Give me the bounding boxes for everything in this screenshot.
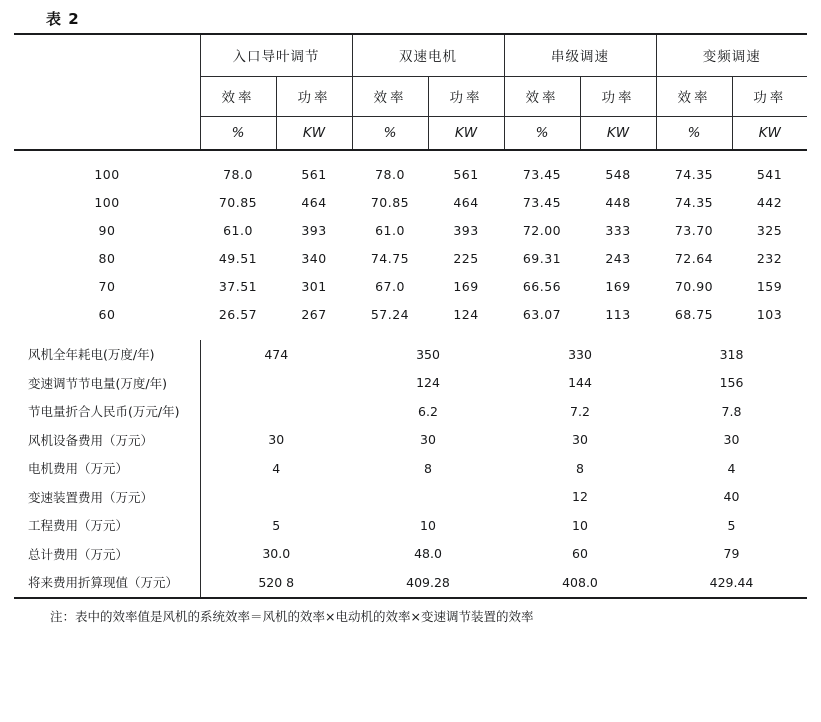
cell-pow-4: 541 [756, 166, 783, 182]
row-label: 100 [94, 194, 120, 210]
cell-eff-2: 61.0 [375, 222, 405, 238]
cell-pow-1: 267 [301, 306, 327, 322]
cell-pow-3: 169 [605, 278, 631, 294]
cost-value-2: 30 [420, 432, 436, 448]
cost-row [14, 426, 807, 455]
cost-value-3: 60 [572, 546, 588, 562]
cell-pow-4: 442 [756, 194, 783, 210]
table-row [14, 244, 807, 272]
cost-row-label: 变速调节节电量(万度/年) [28, 375, 167, 391]
cost-value-2: 124 [416, 375, 440, 391]
cost-value-2: 48.0 [414, 546, 442, 562]
cost-value-4: 7.8 [721, 403, 742, 419]
header-sub-pow-2: 功率 [428, 76, 504, 116]
cost-value-4: 4 [727, 460, 736, 476]
cell-eff-3: 73.45 [522, 166, 562, 182]
header-unit-corner [14, 116, 200, 150]
header-sub-pow-1: 功率 [276, 76, 352, 116]
cost-value-2: 6.2 [418, 403, 438, 419]
cell-eff-3: 72.00 [522, 222, 562, 238]
cell-eff-2: 67.0 [375, 278, 405, 294]
header-unit-pct-1: % [200, 116, 276, 150]
cost-row-label: 将来费用折算现值（万元） [14, 568, 200, 598]
cost-row-label: 风机设备费用（万元） [28, 432, 154, 448]
cost-row-label: 工程费用（万元） [28, 518, 129, 534]
cost-row [14, 540, 807, 569]
cost-value-4: 30 [723, 432, 740, 448]
table-row [14, 188, 807, 216]
cost-value-3: 7.2 [570, 403, 590, 419]
cell-eff-4: 74.35 [674, 194, 714, 210]
cost-row-label: 节电量折合人民币(万元/年) [28, 404, 180, 420]
cell-pow-2: 124 [453, 306, 479, 322]
cell-pow-2: 169 [453, 278, 479, 294]
cell-pow-1: 393 [301, 222, 327, 238]
table-caption: 表 2 [46, 10, 80, 28]
header-unit-row [14, 116, 807, 150]
header-unit-kw-2: KW [428, 116, 504, 150]
header-sub-eff-1: 效率 [200, 76, 276, 116]
cell-eff-1: 49.51 [218, 250, 258, 266]
row-label: 80 [98, 250, 116, 266]
cell-pow-3: 333 [605, 222, 631, 238]
cost-row [14, 397, 807, 426]
cost-value-4: 156 [719, 375, 744, 391]
cost-value-1: 520 8 [200, 568, 352, 598]
header-sub-eff-4: 效率 [656, 76, 732, 116]
cell-eff-1: 78.0 [223, 166, 253, 182]
cell-eff-1: 26.57 [218, 306, 258, 322]
row-label: 60 [98, 306, 116, 322]
cost-value-1: 4 [200, 454, 352, 483]
cell-eff-1: 37.51 [218, 278, 258, 294]
header-sub-corner [14, 76, 200, 116]
cost-value-1: 30.0 [200, 540, 352, 569]
cell-eff-4: 72.64 [674, 250, 714, 266]
cost-row-label: 风机全年耗电(万度/年) [28, 347, 155, 363]
cost-value-2: 8 [424, 460, 432, 476]
cell-pow-3: 448 [605, 194, 631, 210]
cell-eff-4: 73.70 [674, 222, 714, 238]
cost-value-4: 5 [727, 517, 736, 533]
header-sub-eff-3: 效率 [504, 76, 580, 116]
table-row [14, 160, 807, 188]
cell-pow-4: 232 [756, 250, 783, 266]
cell-pow-4: 159 [756, 278, 783, 294]
row-label: 70 [98, 278, 116, 294]
cost-value-3: 144 [568, 375, 592, 391]
cost-value-3: 408.0 [504, 568, 656, 598]
cost-value-1: 5 [200, 511, 352, 540]
cell-eff-2: 78.0 [375, 166, 405, 182]
cell-eff-4: 70.90 [674, 278, 714, 294]
cost-value-1: 30 [200, 426, 352, 455]
cost-value-3: 10 [572, 517, 588, 533]
cost-value-1 [200, 369, 352, 398]
cell-pow-2: 561 [453, 166, 479, 182]
cost-value-2: 409.28 [352, 568, 504, 598]
cost-row [14, 511, 807, 540]
table-row [14, 272, 807, 300]
row-label: 90 [98, 222, 116, 238]
cell-eff-2: 57.24 [370, 306, 410, 322]
comparison-table [14, 33, 807, 599]
cost-value-1 [200, 483, 352, 512]
cost-value-4: 40 [723, 489, 740, 505]
cell-eff-4: 68.75 [674, 306, 714, 322]
cost-row-label: 总计费用（万元） [28, 546, 129, 562]
cost-value-3: 30 [572, 432, 588, 448]
header-sub-eff-2: 效率 [352, 76, 428, 116]
cell-pow-4: 103 [756, 306, 783, 322]
header-unit-pct-2: % [352, 116, 428, 150]
header-group-4: 变频调速 [656, 34, 807, 76]
header-unit-pct-4: % [656, 116, 732, 150]
cell-eff-4: 74.35 [674, 166, 714, 182]
header-unit-pct-3: % [504, 116, 580, 150]
header-group-1: 入口导叶调节 [200, 34, 352, 76]
cell-pow-1: 561 [301, 166, 327, 182]
cell-eff-3: 73.45 [522, 194, 562, 210]
cost-value-2: 350 [416, 346, 440, 362]
cell-eff-2: 74.75 [370, 250, 410, 266]
cost-row-label: 电机费用（万元） [28, 461, 129, 477]
row-label: 100 [94, 166, 120, 182]
cell-pow-2: 464 [453, 194, 479, 210]
table-row [14, 300, 807, 328]
cell-pow-1: 464 [301, 194, 327, 210]
header-unit-kw-4: KW [732, 116, 807, 150]
cell-pow-3: 548 [605, 166, 631, 182]
cost-value-4: 429.44 [656, 568, 807, 598]
header-group-row [14, 34, 807, 76]
cost-value-4: 79 [723, 546, 740, 562]
header-unit-kw-1: KW [276, 116, 352, 150]
header-corner-cell [14, 34, 200, 76]
cell-eff-3: 66.56 [522, 278, 562, 294]
cost-value-3: 330 [568, 346, 592, 362]
cell-pow-1: 340 [301, 250, 327, 266]
header-unit-kw-3: KW [580, 116, 656, 150]
cell-eff-1: 70.85 [218, 194, 258, 210]
cost-value-4: 318 [719, 346, 744, 362]
cell-pow-3: 243 [605, 250, 631, 266]
header-group-3: 串级调速 [504, 34, 656, 76]
header-sub-pow-3: 功率 [580, 76, 656, 116]
cost-value-3: 12 [572, 489, 588, 505]
cost-row-label: 变速装置费用（万元） [28, 489, 154, 505]
cost-row [14, 568, 807, 598]
header-sub-row [14, 76, 807, 116]
cell-eff-3: 63.07 [522, 306, 562, 322]
cell-eff-3: 69.31 [522, 250, 562, 266]
cost-value-1: 474 [200, 340, 352, 369]
header-group-2: 双速电机 [352, 34, 504, 76]
cost-value-1 [200, 397, 352, 426]
cell-eff-2: 70.85 [370, 194, 410, 210]
cost-row [14, 340, 807, 369]
table-row [14, 216, 807, 244]
cost-value-2 [352, 483, 504, 512]
cost-row [14, 454, 807, 483]
cost-row [14, 483, 807, 512]
table-note: 注：表中的效率值是风机的系统效率＝风机的效率×电动机的效率×变速调节装置的效率 [50, 608, 534, 624]
cell-pow-2: 393 [453, 222, 479, 238]
cell-pow-3: 113 [605, 306, 631, 322]
header-gap-row [14, 150, 807, 160]
cell-eff-1: 61.0 [223, 222, 253, 238]
cell-pow-4: 325 [756, 222, 783, 238]
header-sub-pow-4: 功率 [732, 76, 807, 116]
cost-value-3: 8 [576, 460, 584, 476]
cell-pow-1: 301 [301, 278, 327, 294]
cost-value-2: 10 [420, 517, 436, 533]
cost-row [14, 369, 807, 398]
cell-pow-2: 225 [453, 250, 479, 266]
